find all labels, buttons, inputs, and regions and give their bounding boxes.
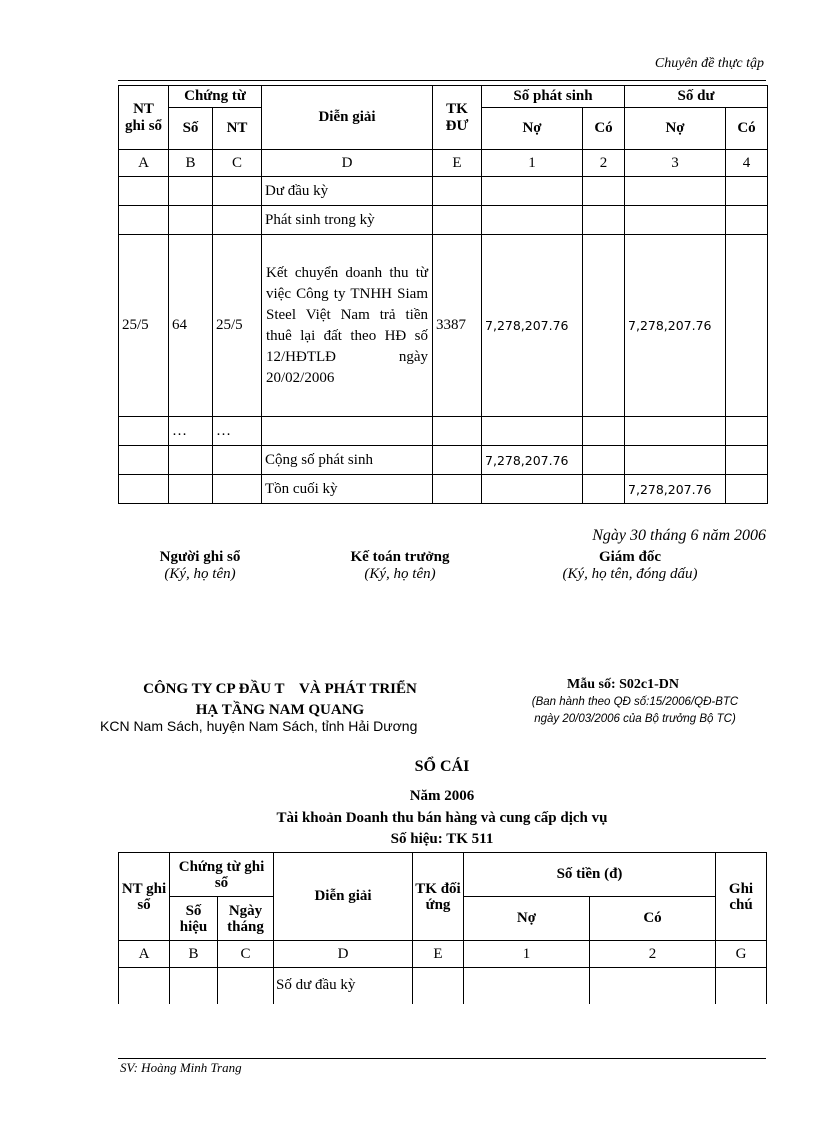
footer-student: SV: Hoàng Minh Trang <box>120 1060 242 1075</box>
table-row <box>119 475 768 504</box>
cell-du-no: 7,278,207.76 <box>625 475 726 504</box>
letter-cell: 3 <box>625 150 726 177</box>
signature-bookkeeper <box>130 549 270 583</box>
letter-cell: D <box>262 150 433 177</box>
cell-tk <box>433 206 482 235</box>
cell-ntc: 25/5 <box>213 235 262 417</box>
col-nt: NT <box>213 108 262 150</box>
cell-desc: Tồn cuối kỳ <box>262 475 433 504</box>
signature-title: Kế toán trưởng <box>350 549 450 565</box>
cell-ntc <box>213 446 262 475</box>
col-chung-tu: Chứng từ <box>169 86 262 108</box>
company-name-line2: HẠ TẦNG NAM QUANG <box>195 702 365 718</box>
col-tk-doi-ung: TK đối ứng <box>413 853 464 941</box>
general-ledger-table <box>118 852 767 1004</box>
cell-du-co <box>726 206 768 235</box>
letter-cell: 2 <box>590 941 716 968</box>
letter-cell: C <box>213 150 262 177</box>
cell-tk: 3387 <box>433 235 482 417</box>
letter-cell: B <box>169 150 213 177</box>
cell-desc: Kết chuyển doanh thu từ việc Công ty TNHH Siam Steel Việt Nam trả tiền thuê lại đất theo HĐ số 12/HĐTLĐ ngày 20/02/2006 <box>262 235 433 417</box>
ledger-year: Năm 2006 <box>409 788 475 804</box>
col-du-co: Có <box>726 108 768 150</box>
cell-desc <box>262 417 433 446</box>
cell-du-co <box>726 235 768 417</box>
cell-empty <box>716 968 767 1004</box>
cell-nt <box>119 206 169 235</box>
cell-nt <box>119 177 169 206</box>
letter-cell: D <box>274 941 413 968</box>
header-rule <box>118 80 766 81</box>
table-row <box>119 968 767 1004</box>
cell-du-co <box>726 475 768 504</box>
cell-ps-no <box>482 475 583 504</box>
cell-empty <box>413 968 464 1004</box>
cell-ps-co <box>583 177 625 206</box>
cell-nt <box>119 475 169 504</box>
ledger-detail-table <box>118 85 768 504</box>
column-letter-row <box>119 941 767 968</box>
cell-desc: Dư đầu kỳ <box>262 177 433 206</box>
cell-tk <box>433 446 482 475</box>
cell-ps-co <box>583 446 625 475</box>
cell-ntc <box>213 475 262 504</box>
col-dien-giai: Diễn giải <box>274 853 413 941</box>
signature-title: Giám đốc <box>598 549 662 565</box>
cell-empty <box>119 968 170 1004</box>
cell-tk <box>433 475 482 504</box>
cell-ntc: … <box>213 417 262 446</box>
signature-date: Ngày 30 tháng 6 năm 2006 <box>592 527 766 544</box>
cell-du-co <box>726 177 768 206</box>
table-row <box>119 446 768 475</box>
letter-cell: 1 <box>482 150 583 177</box>
cell-du-co <box>726 417 768 446</box>
signature-note: (Ký, họ tên) <box>164 566 236 582</box>
col-nt-ghi-so: NT ghi sổ <box>119 853 170 941</box>
col-dien-giai: Diễn giải <box>262 86 433 150</box>
cell-ps-co <box>583 235 625 417</box>
cell-du-co <box>726 446 768 475</box>
cell-du-no <box>625 446 726 475</box>
cell-ps-no <box>482 177 583 206</box>
form-note-line2: ngày 20/03/2006 của Bộ trưởng Bộ TC) <box>534 713 736 725</box>
column-letter-row <box>119 150 768 177</box>
letter-cell: G <box>716 941 767 968</box>
page-header-title: Chuyên đề thực tập <box>654 56 764 71</box>
letter-cell: 1 <box>464 941 590 968</box>
cell-tk <box>433 417 482 446</box>
cell-du-no <box>625 177 726 206</box>
col-nt-ghi-so: NT ghi sổ <box>119 86 169 150</box>
col-ps-no: Nợ <box>482 108 583 150</box>
signature-title: Người ghi sổ <box>159 549 241 565</box>
letter-cell: 2 <box>583 150 625 177</box>
cell-empty <box>590 968 716 1004</box>
cell-tk <box>433 177 482 206</box>
col-so-phat-sinh: Số phát sinh <box>482 86 625 108</box>
cell-ps-no <box>482 206 583 235</box>
cell-ntc <box>213 206 262 235</box>
cell-desc: Cộng số phát sinh <box>262 446 433 475</box>
col-du-no: Nợ <box>625 108 726 150</box>
cell-ps-co <box>583 417 625 446</box>
ledger-title: SỔ CÁI <box>414 758 470 775</box>
letter-cell: A <box>119 150 169 177</box>
cell-desc: Số dư đầu kỳ <box>274 968 413 1004</box>
footer-rule <box>118 1058 766 1059</box>
col-no: Nợ <box>464 897 590 941</box>
cell-ps-co <box>583 206 625 235</box>
signature-director <box>530 549 730 583</box>
cell-ntc <box>213 177 262 206</box>
form-number: Mẫu số: S02c1-DN <box>567 677 679 692</box>
signature-note: (Ký, họ tên, đóng dấu) <box>562 566 698 582</box>
col-so-hieu: Số hiệu <box>170 897 218 941</box>
cell-ps-no: 7,278,207.76 <box>482 446 583 475</box>
letter-cell: 4 <box>726 150 768 177</box>
cell-nt: 25/5 <box>119 235 169 417</box>
ledger-account: Tài khoản Doanh thu bán hàng và cung cấp dịch vụ <box>276 810 608 826</box>
form-note-line1: (Ban hành theo QĐ số:15/2006/QĐ-BTC <box>531 696 739 708</box>
cell-so <box>169 446 213 475</box>
cell-desc: Phát sinh trong kỳ <box>262 206 433 235</box>
cell-so <box>169 206 213 235</box>
letter-cell: C <box>218 941 274 968</box>
cell-nt <box>119 446 169 475</box>
col-chung-tu-ghi-so: Chứng từ ghi sổ <box>170 853 274 897</box>
cell-empty <box>170 968 218 1004</box>
table-row <box>119 177 768 206</box>
cell-empty <box>218 968 274 1004</box>
signature-note: (Ký, họ tên) <box>364 566 436 582</box>
cell-ps-co <box>583 475 625 504</box>
table-row <box>119 417 768 446</box>
cell-du-no <box>625 417 726 446</box>
col-tk-du: TK ĐƯ <box>433 86 482 150</box>
letter-cell: A <box>119 941 170 968</box>
cell-ps-no: 7,278,207.76 <box>482 235 583 417</box>
letter-cell: E <box>433 150 482 177</box>
cell-nt <box>119 417 169 446</box>
col-so-tien: Số tiền (đ) <box>464 853 716 897</box>
cell-ps-no <box>482 417 583 446</box>
cell-du-no: 7,278,207.76 <box>625 235 726 417</box>
col-co: Có <box>590 897 716 941</box>
form-note <box>500 694 770 728</box>
letter-cell: B <box>170 941 218 968</box>
cell-du-no <box>625 206 726 235</box>
col-ps-co: Có <box>583 108 625 150</box>
table-row <box>119 235 768 417</box>
company-name-line1: CÔNG TY CP ĐẦU T VÀ PHÁT TRIỂN <box>143 681 417 697</box>
letter-cell: E <box>413 941 464 968</box>
col-so: Số <box>169 108 213 150</box>
table-row <box>119 206 768 235</box>
cell-so: 64 <box>169 235 213 417</box>
company-address: KCN Nam Sách, huyện Nam Sách, tỉnh Hải Dương <box>100 718 418 734</box>
cell-empty <box>464 968 590 1004</box>
ledger-account-no: Số hiệu: TK 511 <box>390 831 494 847</box>
cell-so <box>169 475 213 504</box>
col-so-du: Số dư <box>625 86 768 108</box>
cell-so: … <box>169 417 213 446</box>
col-ngay-thang: Ngày tháng <box>218 897 274 941</box>
cell-so <box>169 177 213 206</box>
col-ghi-chu: Ghi chú <box>716 853 767 941</box>
signature-chief-accountant <box>320 549 480 583</box>
